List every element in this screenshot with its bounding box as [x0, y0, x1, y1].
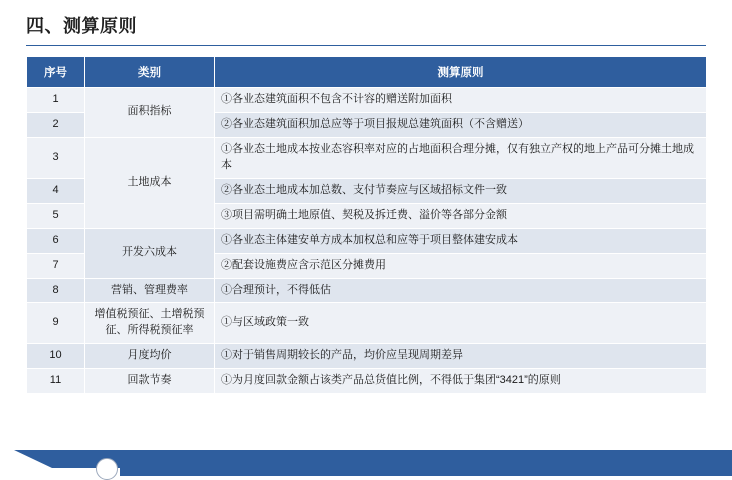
cell-category: 面积指标: [85, 88, 215, 138]
column-header-no: 序号: [27, 57, 85, 88]
cell-rule: ①为月度回款金额占该类产品总货值比例，不得低于集团“3421”的原则: [215, 369, 707, 394]
column-header-rule: 测算原则: [215, 57, 707, 88]
footer-circle-decoration: [96, 458, 118, 480]
table-row: [27, 369, 707, 394]
cell-category: 营销、管理费率: [85, 278, 215, 303]
cell-no: 10: [27, 344, 85, 369]
cell-category: 回款节奏: [85, 369, 215, 394]
table-row: [27, 137, 707, 178]
cell-no: 3: [27, 137, 85, 178]
cell-category: 月度均价: [85, 344, 215, 369]
cell-rule: ①对于销售周期较长的产品，均价应呈现周期差异: [215, 344, 707, 369]
page-title: 四、测算原则: [26, 16, 137, 36]
title-underline: [26, 45, 706, 46]
cell-rule: ①各业态主体建安单方成本加权总和应等于项目整体建安成本: [215, 228, 707, 253]
cell-no: 5: [27, 203, 85, 228]
cell-rule: ②各业态土地成本加总数、支付节奏应与区域招标文件一致: [215, 178, 707, 203]
table-header-row: [27, 57, 707, 88]
cell-category: 开发六成本: [85, 228, 215, 278]
cell-no: 4: [27, 178, 85, 203]
principles-table: [26, 56, 707, 394]
cell-no: 2: [27, 112, 85, 137]
table-row: [27, 303, 707, 344]
cell-rule: ②各业态建筑面积加总应等于项目报规总建筑面积（不含赠送）: [215, 112, 707, 137]
table-row: [27, 278, 707, 303]
table-row: [27, 228, 707, 253]
cell-no: 9: [27, 303, 85, 344]
cell-no: 6: [27, 228, 85, 253]
table-body: [27, 88, 707, 394]
cell-rule: ①与区域政策一致: [215, 303, 707, 344]
cell-rule: ①各业态土地成本按业态容积率对应的占地面积合理分摊，仅有独立产权的地上产品可分摊土地成本: [215, 137, 707, 178]
table-row: [27, 344, 707, 369]
cell-category: 增值税预征、土增税预征、所得税预征率: [85, 303, 215, 344]
cell-rule: ②配套设施费应含示范区分摊费用: [215, 253, 707, 278]
cell-no: 8: [27, 278, 85, 303]
table-row: [27, 88, 707, 113]
cell-category: 土地成本: [85, 137, 215, 228]
cell-no: 11: [27, 369, 85, 394]
column-header-category: 类别: [85, 57, 215, 88]
cell-rule: ①各业态建筑面积不包含不计容的赠送附加面积: [215, 88, 707, 113]
cell-rule: ①合理预计，不得低估: [215, 278, 707, 303]
cell-no: 7: [27, 253, 85, 278]
cell-no: 1: [27, 88, 85, 113]
cell-rule: ③项目需明确土地原值、契税及拆迁费、溢价等各部分金额: [215, 203, 707, 228]
